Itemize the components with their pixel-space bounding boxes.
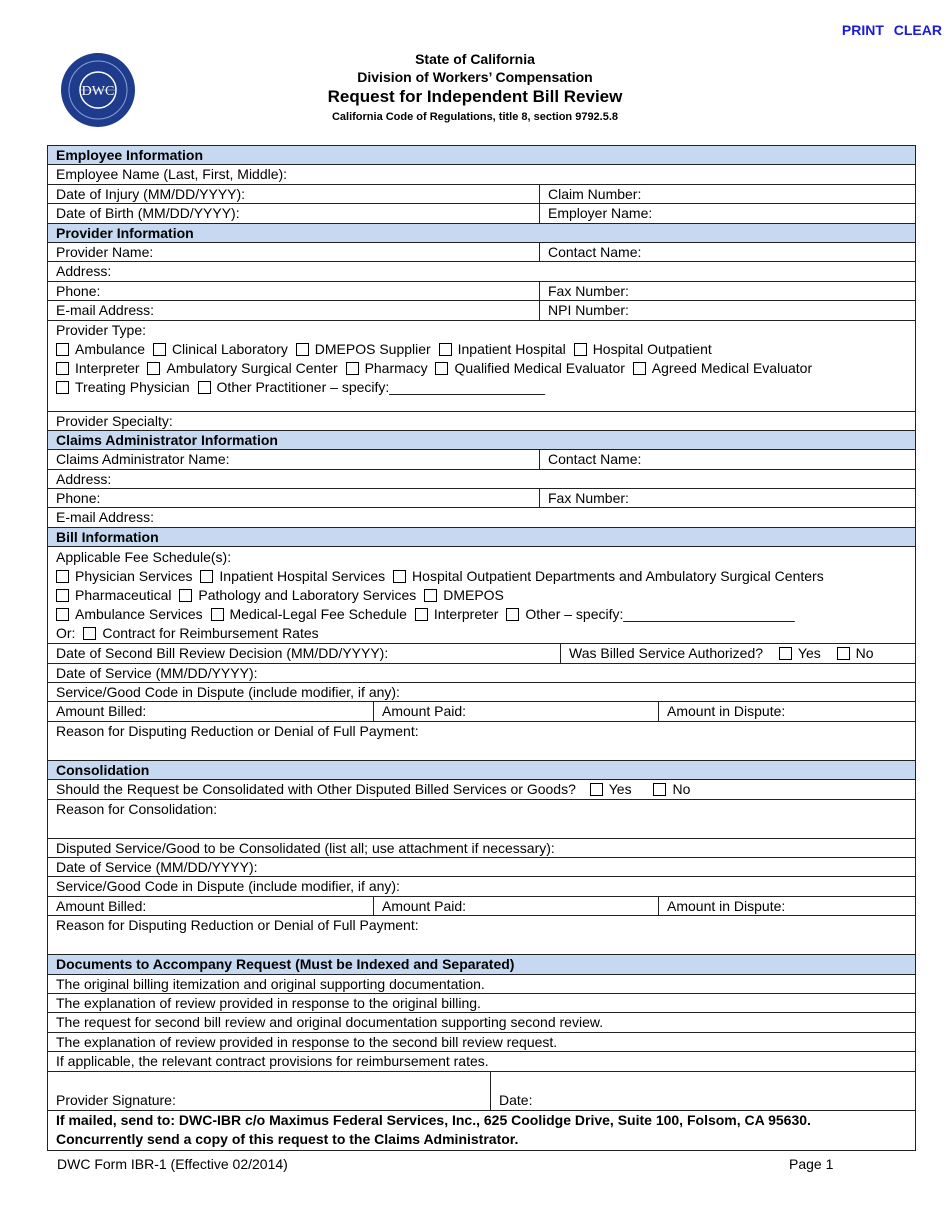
row-consolidated-amounts [48,897,915,916]
service-code-field[interactable]: Service/Good Code in Dispute (include modifier, if any): [48,683,915,702]
claims-admin-phone-field[interactable]: Phone: [56,490,101,507]
claims-admin-email-field[interactable]: E-mail Address: [48,508,915,527]
authorized-no-checkbox[interactable] [837,647,850,660]
hospital-outpatient-checkbox[interactable] [574,343,587,356]
mailing-address-line: If mailed, send to: DWC-IBR c/o Maximus Federal Services, Inc., 625 Coolidge Drive, Suite 100, Folsom, CA 95630. [56,1111,811,1128]
row-amounts [48,702,915,721]
second-review-date-field[interactable]: Date of Second Bill Review Decision (MM/DD/YYYY): [56,645,389,662]
consolidated-list-field[interactable]: Disputed Service/Good to be Consolidated (list all; use attachment if necessary): [48,839,915,858]
form-title: Request for Independent Bill Review [327,87,623,106]
print-button[interactable]: PRINT [841,22,884,38]
division-line: Division of Workers’ Compensation [357,69,593,85]
provider-type-block: Provider Type: Ambulance Clinical Laboratory DMEPOS Supplier Inpatient Hospital Hospital Outpatient Interpreter Ambulatory Surgical Center Pharmacy Qualified Medical Evaluator Agreed Medical Evaluator Treating Physician Other Practitioner – specify:____________________ [48,321,915,412]
claims-admin-address-field[interactable]: Address: [48,470,915,489]
consolidated-amount-billed-field[interactable]: Amount Billed: [56,897,147,914]
treating-physician-checkbox[interactable] [56,381,69,394]
row-provider-contact [48,243,915,262]
row-injury-claim [48,185,915,204]
section-bill: Bill Information [48,528,915,547]
fee-schedule-block: Applicable Fee Schedule(s): Physician Services Inpatient Hospital Services Hospital Outpatient Departments and Ambulatory Surgical Centers Pharmaceutical Pathology and Laboratory Services DMEPOS Ambulance Services Medical-Legal Fee Schedule Interpreter Other – specify:______________________ Or: Contract for Reimbursement Rates [48,547,915,644]
page-number: Page 1 [789,1156,834,1172]
other-practitioner-checkbox[interactable] [198,381,211,394]
row-ca-phone-fax [48,489,915,508]
provider-signature-field[interactable]: Provider Signature: [56,1091,176,1108]
inpatient-services-checkbox[interactable] [200,570,213,583]
document-item: The original billing itemization and original supporting documentation. [48,975,915,994]
date-of-service-field[interactable]: Date of Service (MM/DD/YYYY): [48,664,915,683]
copy-instruction-line: Concurrently send a copy of this request to the Claims Administrator. [56,1130,519,1147]
signature-date-field[interactable]: Date: [490,1072,915,1110]
employee-name-field[interactable]: Employee Name (Last, First, Middle): [48,165,915,184]
dmepos-checkbox[interactable] [424,589,437,602]
svg-text:DWC: DWC [81,84,115,99]
provider-phone-field[interactable]: Phone: [56,282,101,299]
provider-name-field[interactable]: Provider Name: [56,243,154,260]
authorized-question: Was Billed Service Authorized? Yes No [560,644,915,662]
amount-in-dispute-field[interactable]: Amount in Dispute: [658,702,915,720]
section-employee: Employee Information [48,146,915,165]
npi-number-field[interactable]: NPI Number: [539,301,915,319]
consolidated-service-code-field[interactable]: Service/Good Code in Dispute (include modifier, if any): [48,877,915,896]
outpatient-asc-checkbox[interactable] [393,570,406,583]
interpreter-checkbox[interactable] [56,362,69,375]
fee-schedule-label: Applicable Fee Schedule(s): [56,549,232,566]
employer-name-field[interactable]: Employer Name: [539,204,915,222]
pharmacy-checkbox[interactable] [346,362,359,375]
pathology-checkbox[interactable] [179,589,192,602]
consolidated-dispute-reason-field[interactable]: Reason for Disputing Reduction or Denial of Full Payment: [48,916,915,955]
ibr-form [47,145,916,1151]
inpatient-hospital-checkbox[interactable] [439,343,452,356]
form-number: DWC Form IBR-1 (Effective 02/2014) [57,1156,288,1172]
section-claims-admin: Claims Administrator Information [48,431,915,450]
top-buttons [842,22,942,38]
qme-checkbox[interactable] [435,362,448,375]
mailing-instructions [48,1111,915,1150]
consolidated-amount-dispute-field[interactable]: Amount in Dispute: [658,897,915,915]
ambulance-checkbox[interactable] [56,343,69,356]
claims-admin-fax-field[interactable]: Fax Number: [539,489,915,507]
provider-specialty-field[interactable]: Provider Specialty: [48,412,915,431]
document-item: The explanation of review provided in response to the original billing. [48,994,915,1013]
document-item: The explanation of review provided in response to the second bill review request. [48,1033,915,1052]
row-signature [48,1072,915,1111]
state-line: State of California [415,51,535,67]
claims-admin-contact-field[interactable]: Contact Name: [539,450,915,468]
regulation-citation: California Code of Regulations, title 8, section 9792.5.8 [331,111,619,123]
consolidate-yes-checkbox[interactable] [590,783,603,796]
medical-legal-checkbox[interactable] [211,608,224,621]
section-documents: Documents to Accompany Request (Must be Indexed and Separated) [48,955,915,974]
or-label: Or: [56,625,76,642]
provider-address-field[interactable]: Address: [48,262,915,281]
row-ca-name-contact [48,450,915,469]
dispute-reason-field[interactable]: Reason for Disputing Reduction or Denial of Full Payment: [48,722,915,761]
form-header [0,50,950,126]
section-consolidation: Consolidation [48,761,915,780]
consolidate-no-checkbox[interactable] [653,783,666,796]
other-fee-checkbox[interactable] [506,608,519,621]
physician-services-checkbox[interactable] [56,570,69,583]
consolidation-reason-field[interactable]: Reason for Consolidation: [48,800,915,839]
consolidate-question: Should the Request be Consolidated with Other Disputed Billed Services or Goods? Yes No [48,780,915,799]
consolidated-amount-paid-field[interactable]: Amount Paid: [373,897,658,915]
provider-fax-field[interactable]: Fax Number: [539,282,915,300]
consolidated-date-of-service-field[interactable]: Date of Service (MM/DD/YYYY): [48,858,915,877]
amount-billed-field[interactable]: Amount Billed: [56,703,147,720]
date-of-injury-field[interactable]: Date of Injury (MM/DD/YYYY): [56,185,246,202]
amount-paid-field[interactable]: Amount Paid: [373,702,658,720]
document-item: If applicable, the relevant contract provisions for reimbursement rates. [48,1052,915,1071]
section-provider: Provider Information [48,224,915,243]
document-item: The request for second bill review and original documentation supporting second review. [48,1013,915,1032]
authorized-yes-checkbox[interactable] [779,647,792,660]
interpreter-fee-checkbox[interactable] [415,608,428,621]
dmepos-supplier-checkbox[interactable] [296,343,309,356]
row-birth-employer [48,204,915,223]
ame-checkbox[interactable] [633,362,646,375]
row-provider-phone-fax [48,282,915,301]
claim-number-field[interactable]: Claim Number: [539,185,915,203]
claims-admin-name-field[interactable]: Claims Administrator Name: [56,451,230,468]
row-second-review [48,644,915,663]
provider-type-label: Provider Type: [56,321,147,338]
provider-contact-field[interactable]: Contact Name: [539,243,915,261]
pharmaceutical-checkbox[interactable] [56,589,69,602]
contract-rates-checkbox[interactable] [83,627,96,640]
clear-button[interactable]: CLEAR [893,22,942,38]
date-of-birth-field[interactable]: Date of Birth (MM/DD/YYYY): [56,205,240,222]
ambulance-services-checkbox[interactable] [56,608,69,621]
asc-checkbox[interactable] [147,362,160,375]
row-provider-email-npi [48,301,915,320]
provider-email-field[interactable]: E-mail Address: [56,302,155,319]
clinical-lab-checkbox[interactable] [153,343,166,356]
